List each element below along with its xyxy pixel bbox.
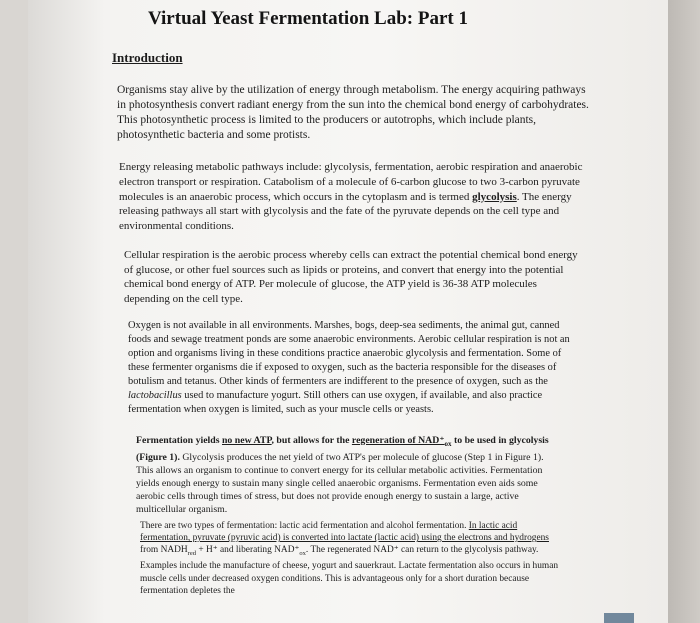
p2-text-b: . The energy releasing pathways all start with glycolysis and the fate of the pyruvate depends on the cell type and environmental conditions. xyxy=(119,190,572,233)
paragraph-fermentation-types xyxy=(140,520,564,597)
corner-shadow xyxy=(604,613,634,623)
introduction-heading: Introduction xyxy=(112,50,183,65)
p6-text-c: + H⁺ and liberating NAD⁺ xyxy=(195,545,300,556)
p5-bold-1: Fermentation yields xyxy=(136,435,222,446)
paragraph-oxygen-environments xyxy=(128,319,574,417)
p5-no-new-atp: no new ATP xyxy=(221,435,272,446)
p5-bold-2: , but allows for the xyxy=(271,435,352,446)
page-title: Virtual Yeast Fermentation Lab: Part 1 xyxy=(148,8,468,29)
p5-rest: Glycolysis produces the net yield of two ATP's per molecule of glucose (Step 1 in Figure 1). This allows an organism to continue to convert energy for its cellular metabolic activities. Fermentation yields enough energy to sustain many single celled anaerobic organisms. Fermentation even aids some aerobic cells through times of stress, but does not provide enough energy to sustain a large, active multicellular organism. xyxy=(136,451,544,515)
p5-regeneration-nad: regeneration of NAD⁺ xyxy=(351,435,445,446)
p6-lactic-definition: In lactic acid fermentation, pyruvate (pyruvic acid) is converted into lactate (lactic acid) using the electrons and hydrogens xyxy=(140,521,549,544)
p5-sub-ox: ox xyxy=(444,439,452,448)
p6-text-b: from NADH xyxy=(140,545,188,556)
p6-sub-red: red xyxy=(187,550,196,558)
p2-text-a: Energy releasing metabolic pathways include: glycolysis, fermentation, aerobic respiration and anaerobic electron transport or respiration. Catabolism of a molecule of 6-carbon glucose to two 3-carbon pyruvate molecules is an anaerobic process, which occurs in the cytoplasm and is termed xyxy=(119,161,583,203)
p5-bold-3: to be used in glycolysis (Figure 1). xyxy=(136,435,549,463)
document-page xyxy=(28,0,668,623)
p6-sub-ox: ox xyxy=(299,550,306,558)
paragraph-photosynthesis: Organisms stay alive by the utilization of energy through metabolism. The energy acquiring pathways in photosynthesis convert radiant energy from the sun into the chemical bond energy of carbohydrates. This photosynthetic process is limited to the producers or autotrophs, which include plants, photosynthetic bacteria and some protists. xyxy=(117,84,589,141)
p4-text-a: Oxygen is not available in all environments. Marshes, bogs, deep-sea sediments, the animal gut, canned foods and sewage treatment ponds are some anaerobic environments. Aerobic cellular respiration is not an option and organisms living in these conditions practice anaerobic glycolysis and fermentation. Some of these fermenter organisms die if exposed to oxygen, such as the bacteria responsible for the diseases of botulism and tetanus. Other kinds of fermenters are indifferent to the presence of oxygen, such as the xyxy=(128,320,570,387)
term-glycolysis: glycolysis xyxy=(472,190,517,203)
paragraph-energy-pathways xyxy=(119,160,587,234)
p6-text-d: . The regenerated NAD⁺ can return to the glycolysis pathway. Examples include the manufacture of cheese, yogurt and sauerkraut. Lactate fermentation also occurs in human muscle cells under decreased oxygen conditions. This is advantageous only for a short duration because fermentation depletes the xyxy=(140,545,559,596)
p6-text-a: There are two types of fermentation: lactic acid fermentation and alcohol fermentation. xyxy=(140,521,469,531)
p4-text-b: used to manufacture yogurt. Still others can use oxygen, if available, and also practice fermentation when oxygen is limited, such as your muscle cells or yeasts. xyxy=(128,390,543,415)
paragraph-fermentation-yields xyxy=(136,434,562,516)
page-edge-shadow xyxy=(668,0,700,623)
paragraph-cellular-respiration: Cellular respiration is the aerobic process whereby cells can extract the potential chemical bond energy of glucose, or other fuel sources such as lipids or proteins, and convert that energy into the potential chemical bond energy of ATP. Per molecule of glucose, the ATP yield is 36-38 ATP molecules depending on the cell type. xyxy=(124,249,578,305)
term-lactobacillus: lactobacillus xyxy=(128,390,182,401)
